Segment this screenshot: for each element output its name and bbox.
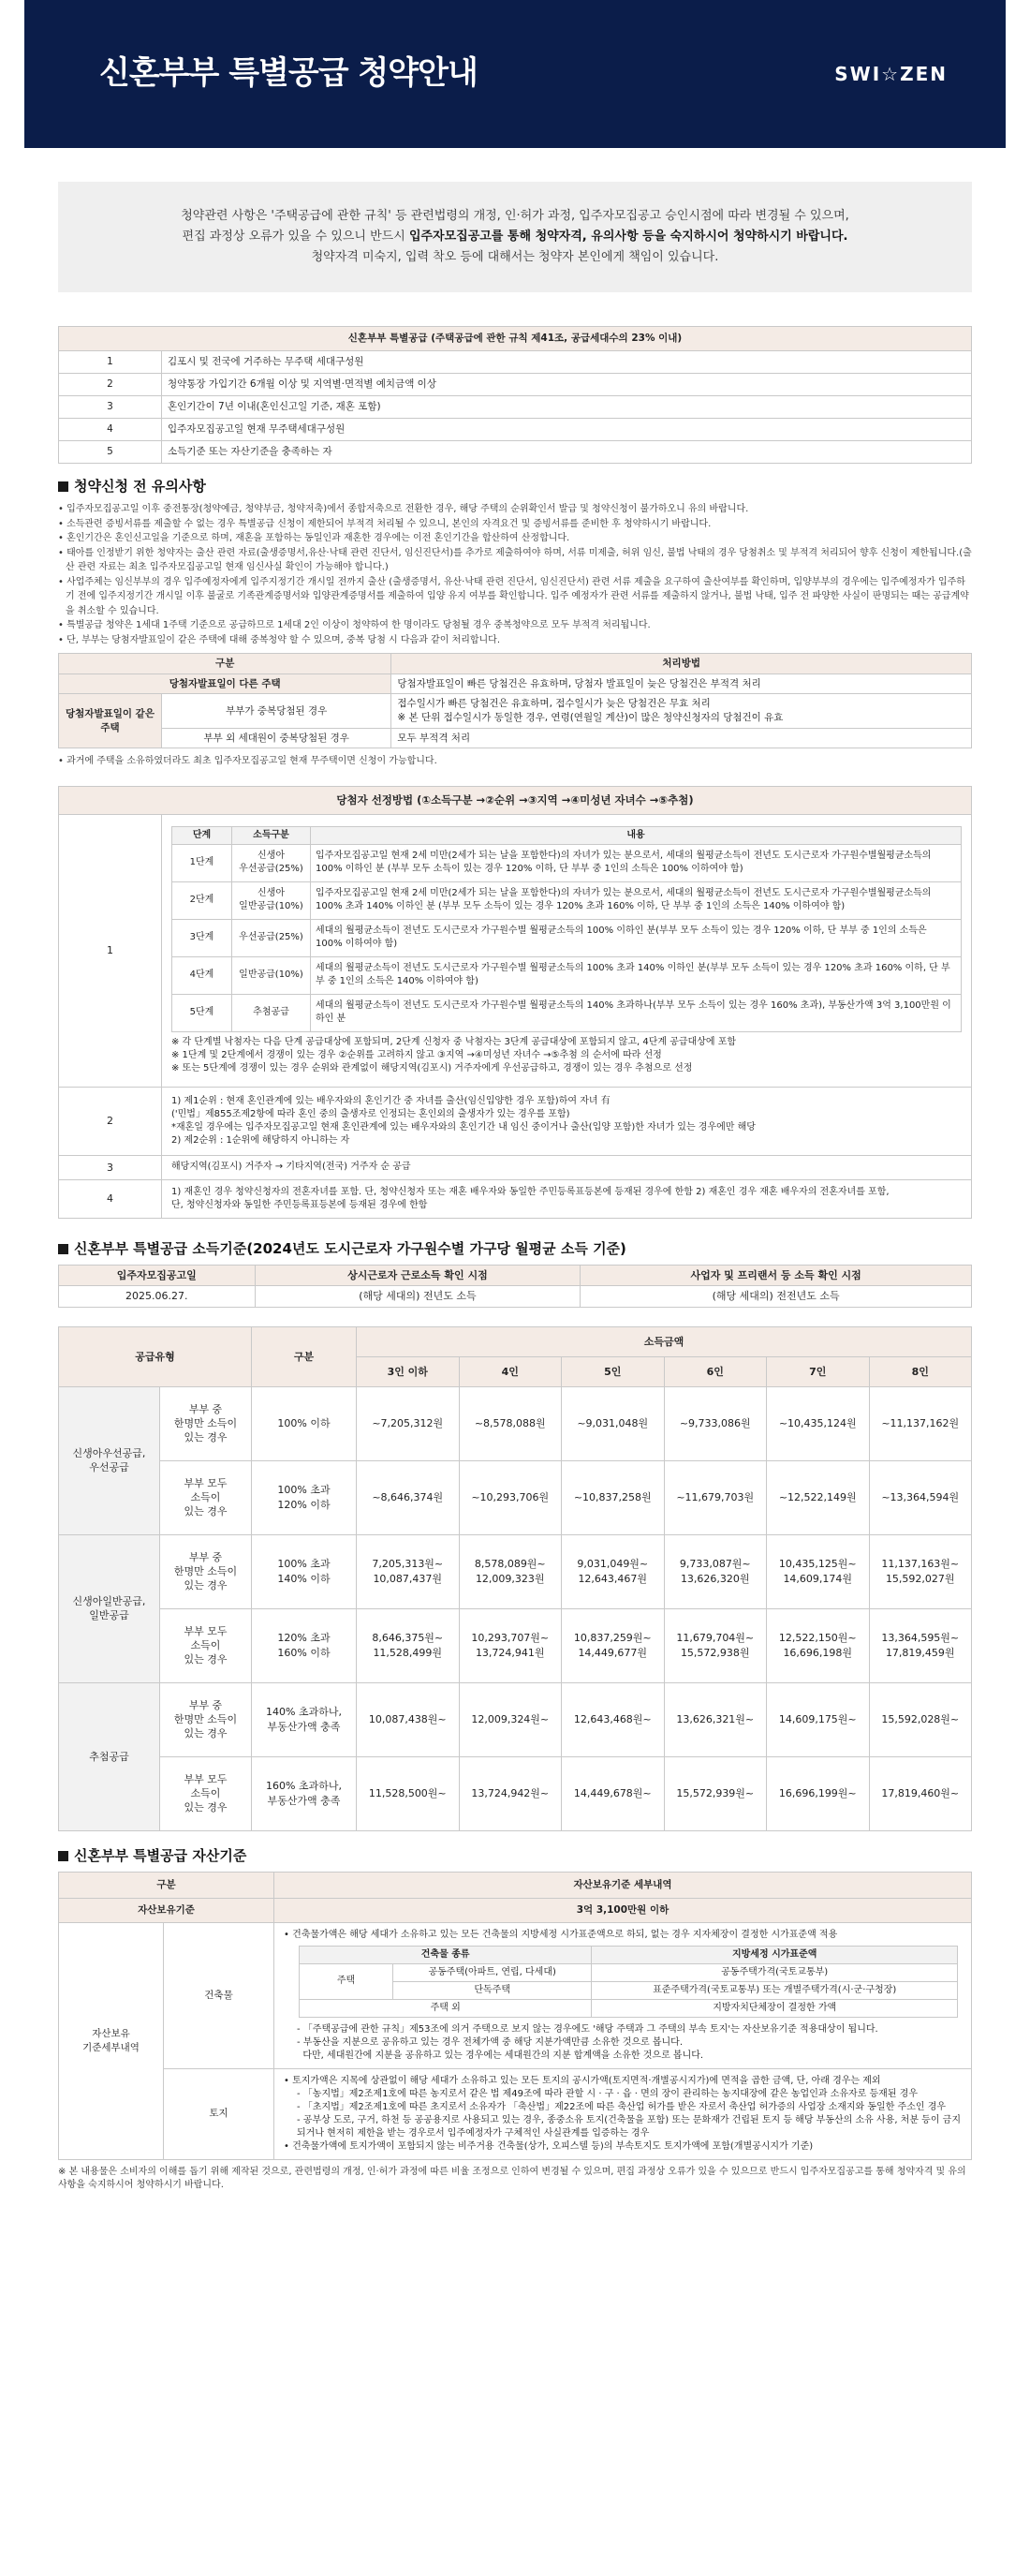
stage-label: 5단계	[172, 994, 232, 1031]
household-size-header: 8인	[869, 1356, 972, 1386]
qualification-text: 혼인기간이 7년 이내(혼인신고일 기준, 재혼 포함)	[162, 396, 972, 419]
selection-row4-num: 4	[59, 1179, 162, 1218]
income-amount: 10,293,707원~ 13,724,941원	[459, 1608, 562, 1682]
income-amount: 10,837,259원~ 14,449,677원	[562, 1608, 665, 1682]
caution-item: • 단, 부부는 당첨자발표일이 같은 주택에 대해 중복청약 할 수 있으며, 중복 당첨 시 다음과 같이 처리합니다.	[58, 634, 501, 645]
date-v-0: 2025.06.27.	[59, 1286, 256, 1307]
square-bullet-icon	[58, 1851, 68, 1861]
income-amount: ~9,031,048원	[562, 1386, 665, 1460]
qualification-row	[59, 351, 972, 374]
qualification-row	[59, 396, 972, 419]
notice-line-2b: 입주자모집공고를 통해 청약자격, 유의사항 등을 숙지하시어 청약하시기 바랍니다.	[408, 229, 848, 244]
caution-list	[58, 502, 972, 647]
selection-title: 당첨자 선정방법 (①소득구분 →②순위 →③지역 →④미성년 자녀수 →⑤추첨)	[59, 786, 972, 814]
selection-row4-content	[162, 1179, 972, 1218]
dup-row1-label: 당첨자발표일이 다른 주택	[59, 674, 391, 694]
income-h-type: 공급유형	[59, 1326, 252, 1386]
stage-content: 입주자모집공고일 현재 2세 미만(2세가 되는 날을 포함한다)의 자녀가 있는 분으로서, 세대의 월평균소득이 전년도 도시근로자 가구원수별월평균소득의 100% 초과 140% 이하인 분 (부부 모두 소득이 있는 경우 120% 초과 160% 이하, 단 부부 중 1인의 소득은 140% 이하여야 함)	[311, 881, 962, 919]
qualification-text: 청약통장 가입기간 6개월 이상 및 지역별·면적별 예치금액 이상	[162, 374, 972, 396]
income-row	[59, 1682, 972, 1756]
asset-h-gubun: 구분	[59, 1872, 274, 1898]
income-amount: 10,087,438원~	[357, 1682, 460, 1756]
qualification-row	[59, 419, 972, 441]
income-case-label: 부부 중 한명만 소득이 있는 경우	[160, 1682, 252, 1756]
selection-note: ※ 각 단계별 낙첨자는 다음 단계 공급대상에 포함되며, 2단계 신청자 중 낙첨자는 3단계 공급대상에 포함되지 않고, 4단계 공급대상에 포함	[171, 1036, 737, 1047]
asset-building-notes	[284, 2023, 962, 2063]
notice-line-2	[183, 227, 848, 247]
stage-content: 세대의 월평균소득이 전년도 도시근로자 가구원수별 월평균소득의 100% 초과 140% 이하인 분(부부 모두 소득이 있는 경우 120% 초과 160% 이하, 단 부부 중 1인의 소득은 140% 이하여야 함)	[311, 956, 962, 994]
notice-line-2a: 편집 과정상 오류가 있을 수 있으니 반드시	[182, 229, 409, 244]
square-bullet-icon	[58, 1244, 68, 1254]
caution-item: • 특별공급 청약은 1세대 1주택 기준으로 공급하므로 1세대 2인 이상이 청약하여 한 명이라도 당첨될 경우 중복청약으로 모두 부적격 처리됩니다.	[58, 620, 651, 630]
qualification-num: 2	[59, 374, 162, 396]
income-amount: 13,724,942원~	[459, 1756, 562, 1830]
stage-row	[172, 844, 962, 881]
caution-item-text: 입주자모집공고일 이후 중전통장(청약예금, 청약부금, 청약저축)에서 종합저축으로 전환한 경우, 해당 주택의 순위확인서 발급 및 청약신청이 불가하오니 유의 바랍니다.	[66, 504, 749, 514]
income-amount: 8,578,089원~ 12,009,323원	[459, 1534, 562, 1608]
income-case-label: 부부 모두 소득이 있는 경우	[160, 1460, 252, 1534]
rank-line: *재혼일 경우에는 입주자모집공고일 현재 혼인관계에 있는 배우자와의 혼인기간 내 임신 중이거나 출산(입양 포함)한 자녀가 있는 경우에만 해당	[171, 1121, 756, 1133]
bt-r3b: 지방자치단체장이 결정한 가액	[592, 1999, 958, 2017]
land-note-text: 토지가액은 지목에 상관없이 해당 세대가 소유하고 있는 모든 토지의 공시가액(토지면적·개별공시지가)에 면적을 곱한 금액, 단, 아래 경우는 제외	[292, 2075, 881, 2086]
caution-item-text: 사업주체는 임신부부의 경우 입주예정자에게 입주지정기간 개시일 전까지 출산 (출생증명서, 유산·낙태 관련 진단서, 임신진단서) 관련 서류 제출을 요구하여 출산여부를 확인하며, 입양부부의 경우에는 입주예정자가 입주하기 전에 입주지정기간 개시일 이후 불굴로 기족관계증명서와 입양관계증명서를 제출하여 입양 유지 여부를 확인합니다. 입주 예정자가 관련 서류를 제출하지 않거나, 불법 낙태, 입주 전 파양한 사실이 판명되는 때는 공급계약을 취소할 수 있습니다.	[66, 576, 969, 616]
income-amount: ~7,205,312원	[357, 1386, 460, 1460]
household-size-header: 4인	[459, 1356, 562, 1386]
income-amount: 7,205,313원~ 10,087,437원	[357, 1534, 460, 1608]
caution-item: • 혼인기간은 혼인신고일을 기준으로 하며, 재혼을 포함하는 동일인과 재혼한 경우에는 이전 혼인기간을 합산하여 산정합니다.	[58, 533, 570, 543]
household-size-header: 7인	[767, 1356, 870, 1386]
stage-row	[172, 881, 962, 919]
stage-content: 세대의 월평균소득이 전년도 도시근로자 가구원수별 월평균소득의 100% 이하인 분(부부 모두 소득이 있는 경우 120% 이하, 단 부부 중 1인의 소득은 100% 이하여야 함)	[311, 919, 962, 956]
income-amount: 12,643,468원~	[562, 1682, 665, 1756]
income-amount: 17,819,460원~	[869, 1756, 972, 1830]
income-amount: ~10,293,706원	[459, 1460, 562, 1534]
income-amount: 9,031,049원~ 12,643,467원	[562, 1534, 665, 1608]
children-line: 단, 청약신청자와 동일한 주민등록표등본에 등재된 경우에 한함	[171, 1199, 428, 1210]
qualification-num: 5	[59, 441, 162, 464]
selection-notes	[171, 1036, 962, 1075]
income-ratio: 100% 초과 140% 이하	[252, 1534, 357, 1608]
income-amount: 11,528,500원~	[357, 1756, 460, 1830]
asset-land-label: 토지	[164, 2068, 274, 2159]
bt-house: 주택	[300, 1963, 393, 1999]
selection-table	[58, 786, 972, 1219]
stage-income-type: 추첨공급	[232, 994, 311, 1031]
rank-line: 2) 제2순위 : 1순위에 해당하지 아니하는 자	[171, 1134, 350, 1146]
date-v-2: (해당 세대의) 전전년도 소득	[581, 1286, 972, 1307]
income-amount: ~9,733,086원	[664, 1386, 767, 1460]
building-note: 다만, 세대원간에 지분을 공유하고 있는 경우에는 세대원간의 지분 합계액을 소유한 것으로 봅니다.	[297, 2050, 704, 2061]
bt-r3a: 주택 외	[300, 1999, 592, 2017]
income-amount: 11,679,704원~ 15,572,938원	[664, 1608, 767, 1682]
caution-item: • 사업주체는 임신부부의 경우 입주예정자에게 입주지정기간 개시일 전까지 출산 (출생증명서, 유산·낙태 관련 진단서, 임신진단서) 관련 서류 제출을 요구하여 출산여부를 확인하며, 입양부부의 경우에는 입주예정자가 입주하기 전에 입주지정기간 개시일 이후 불굴로 기족관계증명서와 입양관계증명서를 제출하여 입양 유지 여부를 확인합니다. 입주 예정자가 관련 서류를 제출하지 않거나, 불법 낙태, 입주 전 파양한 사실이 판명되는 때는 공급계약을 취소할 수 있습니다.	[58, 576, 969, 616]
building-type-table	[299, 1946, 958, 2018]
supply-type-label: 추첨공급	[59, 1682, 160, 1830]
page-header	[24, 0, 1006, 148]
income-amount: 15,572,939원~	[664, 1756, 767, 1830]
land-note: • 건축물가액에 토지가액이 포함되지 않는 비주거용 건축물(상가, 오피스텔 등)의 부속토지도 토지가액에 포함(개별공시지가 기준)	[284, 2140, 814, 2152]
land-note-text: 건축물가액에 토지가액이 포함되지 않는 비주거용 건축물(상가, 오피스텔 등)의 부속토지도 토지가액에 포함(개별공시지가 기준)	[292, 2140, 814, 2152]
income-case-label: 부부 모두 소득이 있는 경우	[160, 1608, 252, 1682]
income-ratio: 120% 초과 160% 이하	[252, 1608, 357, 1682]
caution-item-text: 소득관련 증빙서류를 제출할 수 없는 경우 특별공급 신청이 제한되어 부적격 처리될 수 있으니, 본인의 자격요건 및 증빙서류를 준비한 후 청약하시기 바랍니다.	[66, 518, 712, 529]
asset-limit-value: 3억 3,100만원 이하	[274, 1898, 972, 1922]
notice-line-1: 청약관련 사항은 '주택공급에 관한 규칙' 등 관련법령의 개정, 인·허가 과정, 입주자모집공고 승인시점에 따라 변경될 수 있으며,	[181, 209, 849, 223]
dup-row2-label: 당첨자발표일이 같은 주택	[59, 694, 162, 748]
selection-note: ※ 또는 5단계에 경쟁이 있는 경우 순위와 관계없이 해당지역(김포시) 거주자에게 우선공급하고, 경쟁이 있는 경우 추첨으로 선정	[171, 1062, 693, 1073]
children-line: 1) 재혼인 경우 청약신청자의 전혼자녀를 포함. 단, 청약신청자 또는 재혼 배우자와 동일한 주민등록표등본에 등재된 경우에 한함 2) 재혼인 경우 재혼 배우자의 전혼자녀를 포함,	[171, 1186, 890, 1197]
stage-label: 1단계	[172, 844, 232, 881]
qualification-num: 4	[59, 419, 162, 441]
stage-row	[172, 919, 962, 956]
stage-row	[172, 956, 962, 994]
stage-content: 세대의 월평균소득이 전년도 도시근로자 가구원수별 월평균소득의 140% 초과하나(부부 모두 소득이 있는 경우 160% 초과), 부동산가액 3억 3,100만원 이하인 분	[311, 994, 962, 1031]
stage-h-income: 소득구분	[232, 826, 311, 844]
dup-row2-value-2: ※ 본 단위 접수일시가 동일한 경우, 연령(연월일 계산)이 많은 청약신청자의 당첨건이 유효	[397, 712, 784, 724]
bt-r1a: 공동주택(아파트, 연립, 다세대)	[393, 1963, 592, 1981]
stage-income-type: 신생아 우선공급(25%)	[232, 844, 311, 881]
income-ratio: 100% 초과 120% 이하	[252, 1460, 357, 1534]
income-ratio: 100% 이하	[252, 1386, 357, 1460]
income-ratio: 160% 초과하나, 부동산가액 충족	[252, 1756, 357, 1830]
caution-item-text: 단, 부부는 당첨자발표일이 같은 주택에 대해 중복청약 할 수 있으며, 중복 당첨 시 다음과 같이 처리합니다.	[66, 634, 501, 645]
income-amount: 10,435,125원~ 14,609,174원	[767, 1534, 870, 1608]
date-h-0: 입주자모집공고일	[59, 1265, 256, 1285]
rank-line: ('민법」제855조제2항에 따라 혼인 중의 출생자로 인정되는 혼인외의 출생자가 있는 경우를 포함)	[171, 1108, 570, 1119]
asset-land-content	[274, 2068, 972, 2159]
stage-label: 2단계	[172, 881, 232, 919]
income-row	[59, 1756, 972, 1830]
dup-header-method: 처리방법	[391, 654, 972, 674]
caution-item: • 입주자모집공고일 이후 중전통장(청약예금, 청약부금, 청약저축)에서 종합저축으로 전환한 경우, 해당 주택의 순위확인서 발급 및 청약신청이 불가하오니 유의 바랍니다.	[58, 504, 749, 514]
bt-r1b: 공동주택가격(국토교통부)	[592, 1963, 958, 1981]
selection-row2-num: 2	[59, 1087, 162, 1155]
income-case-label: 부부 중 한명만 소득이 있는 경우	[160, 1534, 252, 1608]
income-amount: ~10,435,124원	[767, 1386, 870, 1460]
qualification-row	[59, 441, 972, 464]
caution-title: 청약신청 전 유의사항	[74, 478, 206, 495]
qualification-text: 김포시 및 전국에 거주하는 무주택 세대구성원	[162, 351, 972, 374]
income-amount: ~13,364,594원	[869, 1460, 972, 1534]
asset-h-detail: 자산보유기준 세부내역	[274, 1872, 972, 1898]
income-table	[58, 1326, 972, 1831]
supply-type-label: 신생아일반공급, 일반공급	[59, 1534, 160, 1682]
stage-income-type: 신생아 일반공급(10%)	[232, 881, 311, 919]
income-ratio: 140% 초과하나, 부동산가액 충족	[252, 1682, 357, 1756]
income-h-amount: 소득금액	[357, 1326, 972, 1356]
asset-detail-label: 자산보유 기준세부내역	[59, 1922, 164, 2159]
bt-h-1: 지방세정 시가표준액	[592, 1946, 958, 1963]
caution-heading	[58, 477, 972, 496]
income-amount: 15,592,028원~	[869, 1682, 972, 1756]
qualification-text: 입주자모집공고일 현재 무주택세대구성원	[162, 419, 972, 441]
income-amount: 12,522,150원~ 16,696,198원	[767, 1608, 870, 1682]
stage-label: 4단계	[172, 956, 232, 994]
selection-row3-content: 해당지역(김포시) 거주자 → 기타지역(전국) 거주자 순 공급	[162, 1155, 972, 1179]
caution-footnote: • 과거에 주택을 소유하였더라도 최초 입주자모집공고일 현재 무주택이면 신청이 가능합니다.	[58, 756, 437, 767]
dup-row3-value: 모두 부적격 처리	[391, 728, 972, 748]
caution-item-text: 태아를 인정받기 위한 청약자는 출산 관련 자료(출생증명서,유산·낙태 관련 진단서, 임신진단서)를 추가로 제출하여야 하며, 서류 미제출, 허위 임신, 불법 낙태의 경우 당첨취소 및 부적격 처리되어 향후 신청이 제한됩니다.(출산 관련 자료는 최초 입주자모집공고일 현재 임신사실 확인이 가능해야 합니다.)	[66, 547, 972, 572]
qualification-num: 3	[59, 396, 162, 419]
notice-box	[58, 182, 972, 292]
page-title: 신혼부부 특별공급 청약안내	[99, 54, 478, 93]
land-note	[284, 2088, 962, 2101]
income-title: 신혼부부 특별공급 소득기준(2024년도 도시근로자 가구원수별 가구당 월평균 소득 기준)	[74, 1239, 626, 1257]
income-amount: 11,137,163원~ 15,592,027원	[869, 1534, 972, 1608]
dup-row2-value	[391, 694, 972, 728]
asset-building-intro: • 건축물가액은 해당 세대가 소유하고 있는 모든 건축물의 지방세정 시가표준액으로 하되, 없는 경우 지자체장이 결정한 시가표준액 적용	[284, 1929, 838, 1940]
selection-row2-content	[162, 1087, 972, 1155]
income-amount: 9,733,087원~ 13,626,320원	[664, 1534, 767, 1608]
household-size-header: 3인 이하	[357, 1356, 460, 1386]
selection-row3-num: 3	[59, 1155, 162, 1179]
stage-content: 입주자모집공고일 현재 2세 미만(2세가 되는 날을 포함한다)의 자녀가 있는 분으로서, 세대의 월평균소득이 전년도 도시근로자 가구원수별월평균소득의 100% 이하인 분 (부부 모두 소득이 있는 경우 120% 이하, 단 부부 중 1인의 소득은 100% 이하여야 함)	[311, 844, 962, 881]
footer-note: ※ 본 내용물은 소비자의 이해를 돕기 위해 제작된 것으로, 관련법령의 개정, 인·허가 과정에 따른 비율 조정으로 인하여 변경될 수 있으며, 편집 과정상 오류가 있을 수 있으므로 반드시 입주자모집공고를 통해 청약자격 및 유의사항을 숙지하시어 청약하시기 바랍니다.	[58, 2166, 966, 2190]
income-amount: ~11,137,162원	[869, 1386, 972, 1460]
income-amount: 14,609,175원~	[767, 1682, 870, 1756]
rank-line: 1) 제1순위 : 현재 혼인관계에 있는 배우자와의 혼인기간 중 자녀를 출산(임신입양한 경우 포함)하여 자녀 有	[171, 1095, 611, 1106]
dup-row2-sub: 부부가 중복당첨된 경우	[162, 694, 391, 728]
qualification-num: 1	[59, 351, 162, 374]
income-amount: ~8,646,374원	[357, 1460, 460, 1534]
selection-row1-num: 1	[59, 814, 162, 1087]
caution-item: • 소득관련 증빙서류를 제출할 수 없는 경우 특별공급 신청이 제한되어 부적격 처리될 수 있으니, 본인의 자격요건 및 증빙서류를 준비한 후 청약하시기 바랍니다.	[58, 518, 712, 529]
asset-building-label: 건축물	[164, 1922, 274, 2068]
income-amount: 12,009,324원~	[459, 1682, 562, 1756]
income-amount: 13,626,321원~	[664, 1682, 767, 1756]
supply-type-label: 신생아우선공급, 우선공급	[59, 1386, 160, 1534]
stage-table	[171, 826, 962, 1032]
asset-building-content	[274, 1922, 972, 2068]
bt-h-0: 건축물 종류	[300, 1946, 592, 1963]
household-size-header: 5인	[562, 1356, 665, 1386]
stage-h-stage: 단계	[172, 826, 232, 844]
bt-r2b: 표준주택가격(국토교통부) 또는 개별주택가격(시·군·구청장)	[592, 1981, 958, 1999]
asset-heading	[58, 1846, 972, 1866]
land-note-text: - 공부상 도로, 구거, 하천 등 공공용지로 사용되고 있는 경우, 종중소유 토지(건축물을 포함) 또는 문화재가 건립된 토지 등 해당 부동산의 소유 사용, 처분 등이 금지되거나 현저히 제한을 받는 경우로서 입주예정자가 구체적인 사실관계를 입증하는 경우	[297, 2114, 961, 2139]
income-amount: 8,646,375원~ 11,528,499원	[357, 1608, 460, 1682]
land-note: • 토지가액은 지목에 상관없이 해당 세대가 소유하고 있는 모든 토지의 공시가액(토지면적·개별공시지가)에 면적을 곱한 금액, 단, 아래 경우는 제외	[284, 2075, 881, 2086]
qualification-row	[59, 374, 972, 396]
duplicate-win-table	[58, 653, 972, 748]
household-size-header: 6인	[664, 1356, 767, 1386]
stage-row	[172, 994, 962, 1031]
land-note-text: - 「농지법」제2조제1호에 따른 농지로서 같은 법 제49조에 따라 관할 시 · 구 · 읍 · 면의 장이 관리하는 농지대장에 같은 농업인과 소유자로 등재된 경우	[297, 2088, 919, 2099]
caution-item: • 태아를 인정받기 위한 청약자는 출산 관련 자료(출생증명서,유산·낙태 관련 진단서, 임신진단서)를 추가로 제출하여야 하며, 서류 미제출, 허위 임신, 불법 낙태의 경우 당첨취소 및 부적격 처리되어 향후 신청이 제한됩니다.(출산 관련 자료는 최초 입주자모집공고일 현재 임신사실 확인이 가능해야 합니다.)	[58, 547, 972, 572]
income-amount: 13,364,595원~ 17,819,459원	[869, 1608, 972, 1682]
caution-item-text: 혼인기간은 혼인신고일을 기준으로 하며, 재혼을 포함하는 동일인과 재혼한 경우에는 이전 혼인기간을 합산하여 산정합니다.	[66, 533, 570, 543]
income-amount: ~12,522,149원	[767, 1460, 870, 1534]
asset-building-intro-text: 건축물가액은 해당 세대가 소유하고 있는 모든 건축물의 지방세정 시가표준액으로 하되, 없는 경우 지자체장이 결정한 시가표준액 적용	[292, 1929, 838, 1940]
notice-line-3: 청약자격 미숙지, 입력 착오 등에 대해서는 청약자 본인에게 책임이 있습니다.	[311, 250, 719, 264]
date-h-2: 사업자 및 프리랜서 등 소득 확인 시점	[581, 1265, 972, 1285]
income-date-table	[58, 1265, 972, 1308]
brand-logo: SWI☆ZEN	[834, 63, 948, 85]
asset-limit-label: 자산보유기준	[59, 1898, 274, 1922]
building-note: - 「주택공급에 관한 규칙」제53조에 의거 주택으로 보지 않는 경우에도 '해당 주택과 그 주택의 부속 토지'는 자산보유기준 적용대상이 됩니다.	[297, 2023, 878, 2035]
qualification-text: 소득기준 또는 자산기준을 충족하는 자	[162, 441, 972, 464]
income-amount: 14,449,678원~	[562, 1756, 665, 1830]
stage-income-type: 우선공급(25%)	[232, 919, 311, 956]
land-note-text: - 「초지법」제2조제1호에 따른 초지로서 소유자가 「축산법」제22조에 따른 축산업 허가를 받은 자로서 축산업 허가증의 사업장 소재지와 동일한 주소인 경우	[297, 2101, 947, 2112]
income-case-label: 부부 중 한명만 소득이 있는 경우	[160, 1386, 252, 1460]
caution-item-text: 특별공급 청약은 1세대 1주택 기준으로 공급하므로 1세대 2인 이상이 청약하여 한 명이라도 당첨될 경우 중복청약으로 모두 부적격 처리됩니다.	[66, 620, 651, 630]
date-v-1: (해당 세대의) 전년도 소득	[255, 1286, 581, 1307]
income-row	[59, 1608, 972, 1682]
income-row	[59, 1534, 972, 1608]
selection-row1-content	[162, 814, 972, 1087]
caution-footnote-text: 과거에 주택을 소유하였더라도 최초 입주자모집공고일 현재 무주택이면 신청이 가능합니다.	[66, 756, 437, 767]
selection-note: ※ 1단계 및 2단계에서 경쟁이 있는 경우 ②순위를 고려하지 않고 ③지역 →④미성년 자녀수 →⑤추첨 의 순서에 따라 선정	[171, 1049, 662, 1060]
stage-h-content: 내용	[311, 826, 962, 844]
land-note	[284, 2114, 962, 2140]
income-h-gubun: 구분	[252, 1326, 357, 1386]
building-note: - 부동산을 지분으로 공유하고 있는 경우 전체가액 중 해당 지분가액만큼 소유한 것으로 봅니다.	[297, 2036, 684, 2048]
dup-row1-value: 당첨자발표일이 빠른 당첨건은 유효하며, 당첨자 발표일이 늦은 당첨건은 부적격 처리	[391, 674, 972, 694]
income-heading	[58, 1239, 972, 1259]
income-amount: ~11,679,703원	[664, 1460, 767, 1534]
income-row	[59, 1460, 972, 1534]
asset-title: 신혼부부 특별공급 자산기준	[74, 1846, 247, 1864]
date-h-1: 상시근로자 근로소득 확인 시점	[255, 1265, 581, 1285]
bt-r2a: 단독주택	[393, 1981, 592, 1999]
dup-row2-value-1: 접수일시가 빠른 당첨건은 유효하며, 접수일시가 늦은 당첨건은 무효 처리	[397, 698, 711, 710]
land-note	[284, 2101, 962, 2114]
dup-header-gubun: 구분	[59, 654, 391, 674]
income-row	[59, 1386, 972, 1460]
dup-row3-sub: 부부 외 세대원이 중복당첨된 경우	[162, 728, 391, 748]
square-bullet-icon	[58, 481, 68, 492]
qualification-table	[58, 326, 972, 464]
income-amount: ~10,837,258원	[562, 1460, 665, 1534]
asset-table	[58, 1872, 972, 2160]
income-amount: ~8,578,088원	[459, 1386, 562, 1460]
income-case-label: 부부 모두 소득이 있는 경우	[160, 1756, 252, 1830]
stage-label: 3단계	[172, 919, 232, 956]
stage-income-type: 일반공급(10%)	[232, 956, 311, 994]
qualification-title: 신혼부부 특별공급 (주택공급에 관한 규칙 제41조, 공급세대수의 23% 이내)	[59, 327, 972, 351]
income-amount: 16,696,199원~	[767, 1756, 870, 1830]
